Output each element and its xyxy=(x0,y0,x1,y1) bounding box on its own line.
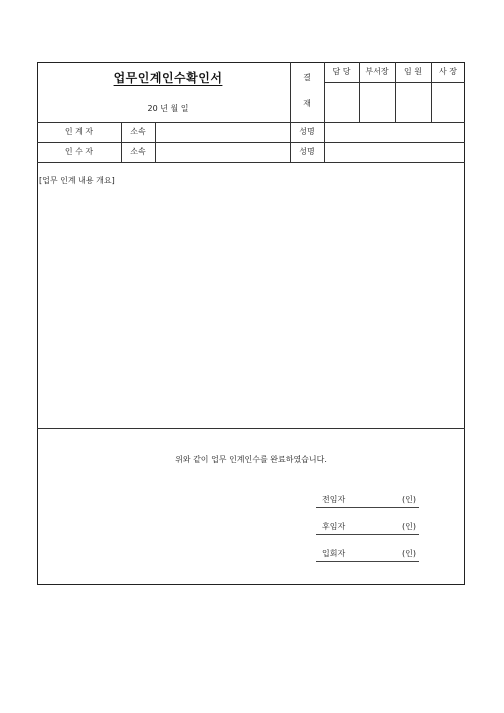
party-rows-bottom-border xyxy=(37,162,465,163)
approval-col-president: 사 장 xyxy=(439,67,457,76)
handover-dept-label: 소속 xyxy=(130,127,146,136)
confirmation-text: 위와 같이 업무 인계인수를 완료하였습니다. xyxy=(175,455,327,464)
header-bottom-border xyxy=(37,122,465,123)
party-row-divider xyxy=(37,142,465,143)
signature-label-predecessor: 전임자 xyxy=(322,495,346,504)
content-bottom-border xyxy=(37,428,465,429)
party-col-divider xyxy=(155,122,156,162)
approval-col-manager: 담 당 xyxy=(332,67,351,76)
party-col-divider xyxy=(324,122,325,162)
date-line: 20 년 월 일 xyxy=(147,104,189,113)
handover-name-label: 성명 xyxy=(299,127,315,136)
takeover-person-label: 인 수 자 xyxy=(64,147,94,156)
seal-mark-successor: (인) xyxy=(402,522,416,531)
seal-mark-predecessor: (인) xyxy=(402,495,416,504)
approval-col-executive: 임 원 xyxy=(404,67,422,76)
content-summary-label: [업무 인계 내용 개요] xyxy=(39,176,115,185)
signature-line-successor xyxy=(316,534,419,535)
signature-label-successor: 후임자 xyxy=(322,522,346,531)
takeover-name-label: 성명 xyxy=(299,147,315,156)
approval-col-dept-head: 부서장 xyxy=(365,67,389,76)
approval-left-border xyxy=(290,62,291,122)
approval-label-top: 결 xyxy=(303,73,311,82)
seal-mark-witness: (인) xyxy=(402,549,416,558)
approval-header-underline xyxy=(324,82,465,83)
signature-line-predecessor xyxy=(316,507,419,508)
takeover-dept-label: 소속 xyxy=(130,147,146,156)
document-title: 업무인계인수확인서 xyxy=(113,71,223,85)
handover-person-label: 인 계 자 xyxy=(64,127,94,136)
content-summary-area[interactable] xyxy=(38,190,464,426)
approval-label-bottom: 재 xyxy=(303,99,311,108)
signature-label-witness: 입회자 xyxy=(322,549,346,558)
signature-line-witness xyxy=(316,561,419,562)
